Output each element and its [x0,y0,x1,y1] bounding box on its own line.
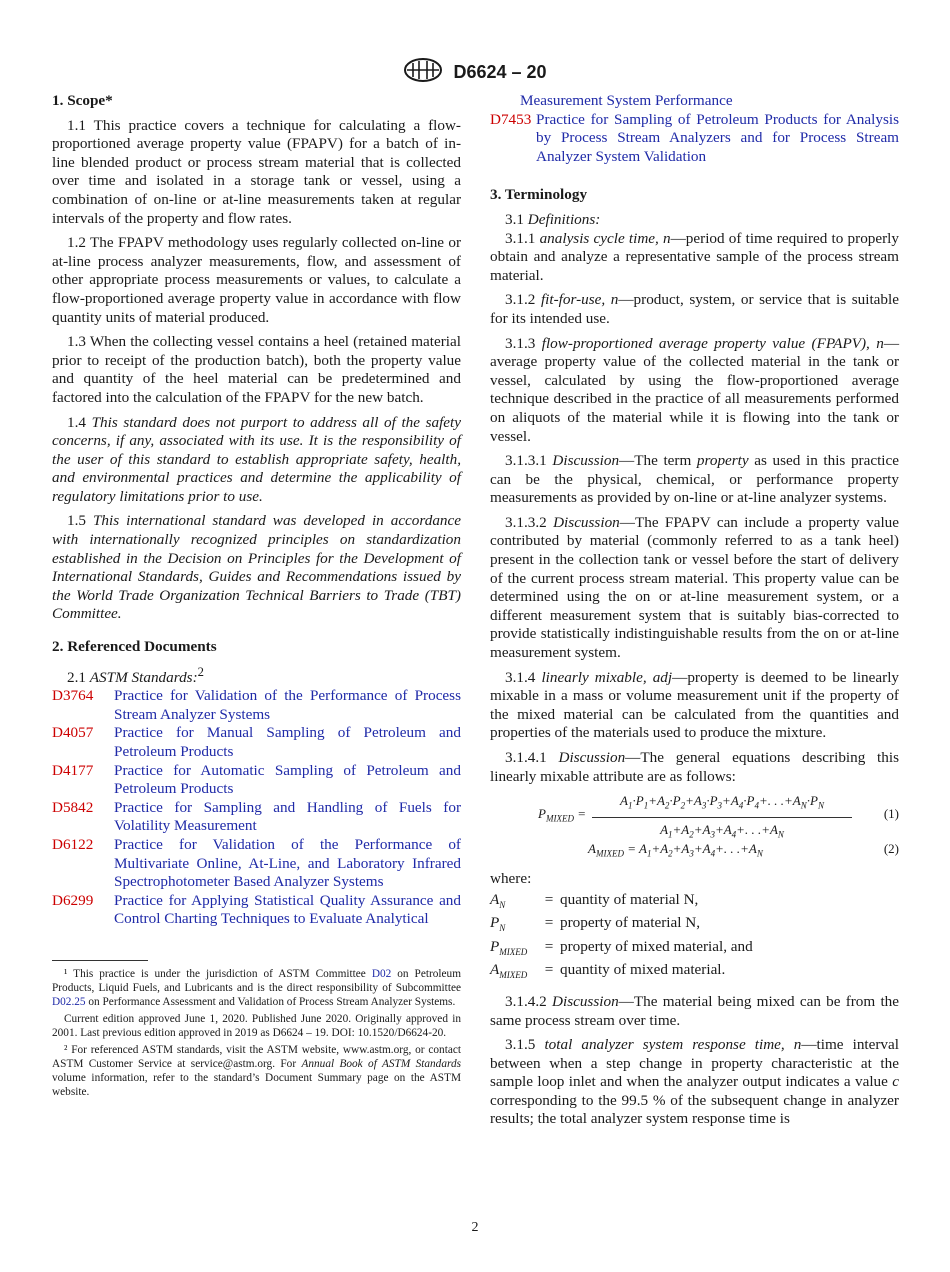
left-column [52,92,461,929]
footnote-divider [52,960,148,961]
definition-text: —product, system, or service that is suitable for its intended use. [490,291,899,327]
definition-number: 3.1.5 [505,1036,536,1054]
footnote-1 [52,967,461,1009]
definition-term: fit-for-use, n [540,291,619,309]
reference-code[interactable]: D3764 [52,687,94,705]
section-1-4 [52,414,461,507]
definition-term: analysis cycle time, n [539,229,671,247]
footnote-2-text: ² For referenced ASTM standards, visit the ASTM website, www.astm.org, or contact ASTM Customer Service at service@astm.org. For [52,1044,461,1070]
equation-1-denominator: $A_1+A_2+A_3+A_4+$. . $.+A_N$ [660,822,784,840]
definition-3-1-5 [490,1036,899,1129]
section-2-1 [52,663,461,688]
symbol: $A_{MIXED}$ [490,961,528,981]
equals-sign: = [544,914,554,932]
definition-emphasis: c [892,1073,899,1091]
symbol-description: property of mixed material, and [560,937,753,955]
definition-3-1-4 [490,669,899,743]
page-header [0,57,950,88]
discussion-text: —The general equations describing this linearly mixable attribute are as follows: [490,749,899,785]
definition-term: linearly mixable, adj [541,668,673,686]
section-1-5 [52,512,461,624]
equation-2 [490,840,899,862]
reference-title[interactable]: Practice for Validation of the Performance of Process Stream Analyzer Systems [114,687,461,723]
definition-number: 3.1.2 [505,291,536,309]
page-number: 2 [471,1220,479,1235]
definition-number: 3.1.1 [505,229,536,247]
reference-title[interactable]: Practice for Applying Statistical Quality Assurance and Control Charting Techniques to Evaluate Analytical [114,891,461,928]
committee-link[interactable]: D02 [371,968,392,980]
equals-sign: = [544,961,554,979]
where-label: where: [490,870,532,888]
discussion-label: Discussion [558,749,626,766]
reference-item[interactable] [52,724,461,761]
reference-list [52,687,461,929]
section-1-1: 1.1 This practice covers a technique for calculating a flow-proportioned average property value (FPAPV) for a batch of in-line blended product or process stream material that is collected over time and isolated in a storage tank or vessel, using a combination of on-line or at-line measurements taken at regular intervals of the property and flow rates. [52,116,461,227]
equals-sign: = [544,890,554,908]
discussion-text: —The term [619,452,697,470]
discussion-text: —The FPAPV can include a property value contributed by material (commonly referred to as a tank heel) present in the collection tank or vessel before the start of delivery of the current process stream material. This property value can be determined using the on or at-line measurement system, or a different measurement system that is suitably bias-corrected to provide statistically indistinguishable results from the on or at-line measurement system. [490,513,899,662]
symbol-row [490,938,899,962]
discussion-label: Discussion [552,452,620,470]
equation-1 [490,792,899,840]
equation-1-lhs: $P_{MIXED}$ = [538,806,586,824]
section-1-5-number: 1.5 [67,512,86,530]
footnote-1-text: on Petroleum Products, Liquid Fuels, and Lubricants and is the direct responsibility of Subcommittee [52,968,461,994]
discussion-3-1-4-2 [490,993,899,1030]
discussion-number: 3.1.4.1 [505,749,547,766]
footnote-1-text: on Performance Assessment and Validation of Process Stream Analyzer Systems. [85,996,456,1008]
definition-3-1-3 [490,335,899,447]
discussion-number: 3.1.4.2 [505,992,547,1010]
discussion-number: 3.1.3.2 [505,513,547,531]
definition-term: total analyzer system response time, n [544,1036,802,1054]
discussion-text: as used in this practice can be the physical, chemical, or performance property measurements as provided by on-line or at-line analyzer systems. [490,452,899,507]
symbol-description: quantity of material N, [560,890,699,908]
reference-code[interactable]: D7453 [490,110,532,128]
section-1-4-number: 1.4 [67,413,86,431]
footnote-1-text: ¹ This practice is under the jurisdiction of ASTM Committee [64,968,372,980]
symbol: $A_N$ [490,890,506,910]
discussion-number: 3.1.3.1 [505,452,547,470]
definition-text: corresponding to the 99.5 % of the subsequent change in analyzer results; the total analyzer system response time is [490,1091,899,1128]
discussion-text: —The material being mixed can be from the same process stream over time. [490,992,899,1029]
definition-text: —property is deemed to be linearly mixable in a mass or volume measurement unit if the property of the mixed material can be calculated from the quantities and properties of the materials used to produce the mixture. [490,668,900,742]
symbol-table [490,891,899,985]
standard-designation: D6624 – 20 [453,62,547,82]
section-2-1-label: ASTM Standards: [89,668,198,686]
section-1-5-text: This international standard was developed in accordance with internationally recognized principles on standardization established in the Decision on Principles for the Development of International Standards, Guides and Recommendations issued by the World Trade Organization Technical Barriers to Trade (TBT) Committee. [52,512,462,623]
reference-title[interactable]: Practice for Sampling and Handling of Fuels for Volatility Measurement [114,798,461,835]
reference-title[interactable]: Practice for Automatic Sampling of Petroleum and Petroleum Products [114,761,461,798]
equation-1-numerator: $A_1\cdot P_1+A_2\cdot P_2+A_3\cdot P_3+A_4\cdot P_4+$. . $.+A_N\cdot P_N$ [592,792,852,818]
symbol: $P_{MIXED}$ [490,937,528,957]
definition-number: 3.1.3 [505,334,536,352]
right-column [490,92,899,1135]
astm-logo-icon [403,57,443,88]
reference-code[interactable]: D4177 [52,761,94,779]
footnotes [52,967,461,1102]
subcommittee-link[interactable]: D02.25 [52,996,86,1008]
symbol-description: property of material N, [560,914,701,932]
terminology-heading: 3. Terminology [490,186,588,204]
symbol-row [490,914,899,938]
reference-item[interactable] [52,799,461,836]
reference-item[interactable] [490,111,899,167]
equation-2-number: (2) [883,841,899,857]
definition-text: —time interval between when a step change in property characteristic at the sample loop inlet and when the analyzer output indicates a value [490,1036,899,1091]
scope-heading: 1. Scope* [52,92,113,109]
discussion-label: Discussion [553,513,620,531]
reference-title[interactable]: Practice for Manual Sampling of Petroleum and Petroleum Products [114,724,461,761]
discussion-3-1-3-1 [490,452,899,508]
reference-code[interactable]: D6122 [52,836,94,854]
reference-code[interactable]: D4057 [52,724,94,742]
equation-1-fraction [592,792,852,844]
reference-item[interactable] [52,762,461,799]
section-3-1-label: Definitions: [527,210,601,228]
discussion-label: Discussion [552,992,619,1010]
referenced-documents-heading: 2. Referenced Documents [52,638,217,656]
reference-title[interactable]: Practice for Sampling of Petroleum Products for Analysis by Process Stream Analyzers and for Process Stream Analyzer System Validation [536,110,899,165]
reference-code[interactable]: D6299 [52,891,94,909]
discussion-emphasis: property [696,452,749,470]
reference-title[interactable]: Practice for Validation of the Performance of Multivariate Online, At-Line, and Laboratory Infrared Spectrophotometer Based Analyzer Systems [114,836,461,891]
discussion-3-1-4-1 [490,749,899,786]
footnote-2-text: volume information, refer to the standard’s Document Summary page on the ASTM website. [52,1072,461,1098]
discussion-3-1-3-2 [490,514,899,663]
reference-item[interactable] [52,687,461,724]
section-1-3: 1.3 When the collecting vessel contains a heel (retained material prior to receipt of the production batch), both the property value and quantity of the heel material can be predetermined and factored into the calculation of the FPAPV for the new batch. [52,333,461,406]
equals-sign: = [544,937,554,955]
definition-3-1-2 [490,291,899,328]
symbol-row [490,891,899,915]
reference-item[interactable] [52,836,461,892]
equation-2-body: $A_{MIXED} = A_1+A_2+A_3+A_4+$. . $.+A_N$ [588,841,763,859]
symbol: $P_N$ [490,914,506,934]
section-1-2: 1.2 The FPAPV methodology uses regularly collected on-line or at-line process analyzer measurements, flow, and assessment of other appropriate process measurements or values, to calculate a flow-proportioned average property value in accordance with flow quantity units of material produced. [52,234,461,326]
footnote-ref-2[interactable]: 2 [197,664,204,679]
definition-text: —average property value of the collected material in the tank or vessel, calculated by using the flow-proportioned average technique described in the practice of all measurements performed on aliquots of the material while it is flowing into the tank or vessel. [490,334,899,445]
section-2-1-number: 2.1 [67,668,86,686]
reference-code[interactable]: D5842 [52,798,94,816]
section-3-1-number: 3.1 [505,210,524,228]
reference-title-continued[interactable]: Measurement System Performance [520,92,733,109]
footnote-2 [52,1043,461,1099]
footnote-2-emphasis: Annual Book of ASTM Standards [301,1058,462,1070]
equation-1-number: (1) [883,806,899,822]
symbol-description: quantity of mixed material. [560,961,726,979]
definition-term: flow-proportioned average property value (FPAPV), n [541,334,884,352]
definition-text: —period of time required to properly obtain and analyze a representative sample of the process stream material. [490,229,899,284]
symbol-row [490,961,899,985]
definition-number: 3.1.4 [505,668,536,686]
reference-item[interactable] [52,892,461,929]
footnote-1-edition: Current edition approved June 1, 2020. Published June 2020. Originally approved in 2001. Last previous edition approved in 2019 as D6624 – 19. DOI: 10.1520/D6624-20. [52,1013,461,1039]
section-3-1 [490,211,899,230]
definition-3-1-1 [490,230,899,286]
section-1-4-text: This standard does not purport to address all of the safety concerns, if any, associated with its use. It is the responsibility of the user of this standard to establish appropriate safety, health, and environmental practices and determine the applicability of regulatory limitations prior to use. [52,413,462,505]
